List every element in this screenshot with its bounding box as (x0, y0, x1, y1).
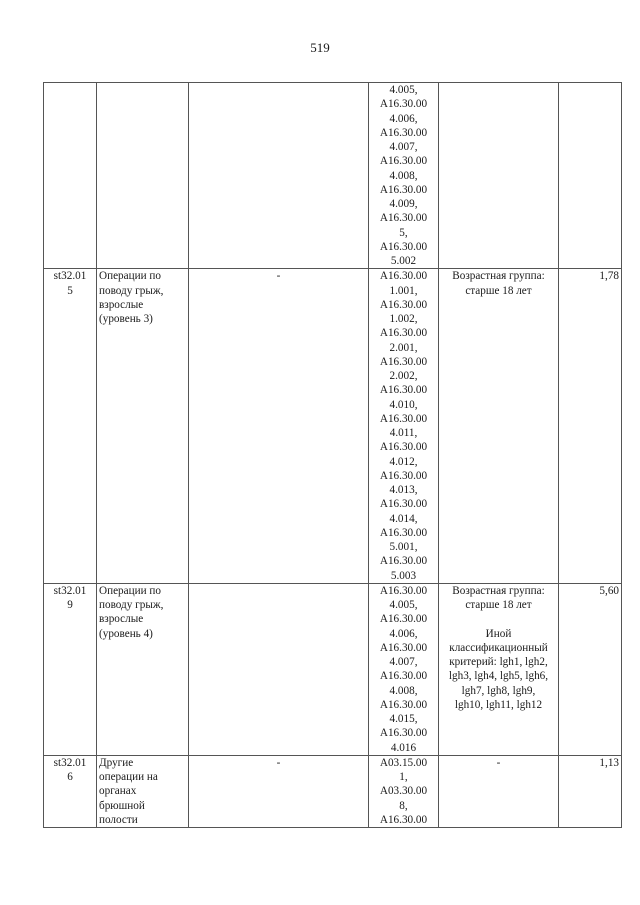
kcg-name-cell: Операции по поводу грыж, взрослые (уровень 3) (97, 269, 189, 584)
therapy-code-cell: - (189, 755, 369, 827)
tariff-table (43, 82, 622, 828)
criteria-cell: Возрастная группа: старше 18 лет (439, 269, 559, 584)
page-number: 519 (310, 40, 330, 55)
service-codes-cell: A03.15.00 1, A03.30.00 8, A16.30.00 (369, 755, 439, 827)
kcg-code-cell (44, 83, 97, 269)
criteria-cell: - (439, 755, 559, 827)
criteria-cell: Возрастная группа: старше 18 лет Иной классификационный критерий: lgh1, lgh2, lgh3, lgh4, lgh5, lgh6, lgh7, lgh8, lgh9, lgh10, lgh11, lgh12 (439, 583, 559, 755)
therapy-code-cell: - (189, 269, 369, 584)
criteria-cell (439, 83, 559, 269)
kcg-code-cell: st32.01 6 (44, 755, 97, 827)
table-row (44, 755, 622, 827)
kcg-name-cell: Операции по поводу грыж, взрослые (уровень 4) (97, 583, 189, 755)
table-row (44, 269, 622, 584)
kcg-code-cell: st32.01 9 (44, 583, 97, 755)
service-codes-cell: A16.30.00 4.005, A16.30.00 4.006, A16.30.00 4.007, A16.30.00 4.008, A16.30.00 4.015, A16.30.00 4.016 (369, 583, 439, 755)
therapy-code-cell (189, 83, 369, 269)
service-codes-cell: 4.005, A16.30.00 4.006, A16.30.00 4.007, A16.30.00 4.008, A16.30.00 4.009, A16.30.00 5, A16.30.00 5.002 (369, 83, 439, 269)
kcg-code-cell: st32.01 5 (44, 269, 97, 584)
coefficient-cell: 1,78 (559, 269, 622, 584)
coefficient-cell (559, 83, 622, 269)
coefficient-cell: 1,13 (559, 755, 622, 827)
coefficient-cell: 5,60 (559, 583, 622, 755)
service-codes-cell: A16.30.00 1.001, A16.30.00 1.002, A16.30.00 2.001, A16.30.00 2.002, A16.30.00 4.010, A16.30.00 4.011, A16.30.00 4.012, A16.30.00 4.013, A16.30.00 4.014, A16.30.00 5.001, A16.30.00 5.003 (369, 269, 439, 584)
kcg-name-cell (97, 83, 189, 269)
table-row (44, 583, 622, 755)
therapy-code-cell (189, 583, 369, 755)
kcg-name-cell: Другие операции на органах брюшной полости (97, 755, 189, 827)
table-row (44, 83, 622, 269)
